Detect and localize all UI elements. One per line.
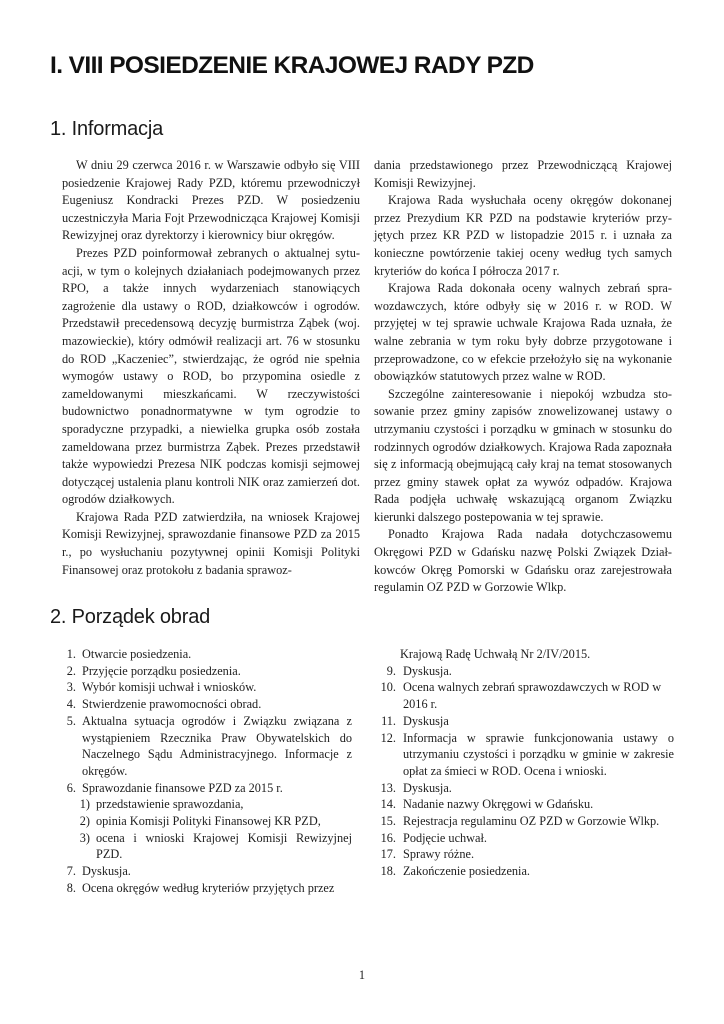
agenda-item-continuation: Krajową Radę Uchwałą Nr 2/IV/2015.	[400, 647, 591, 661]
agenda-item: 2. Przyjęcie porządku posiedzenia.	[66, 663, 241, 678]
agenda-subitem: 1) przedstawienie sprawozdania,	[79, 797, 244, 812]
agenda-item: 15. Rejestracja regulaminu OZ PZD w Gorzowie Wlkp.	[380, 814, 660, 829]
agenda-item: 12. Informacja w sprawie funkcjonowania ustawy o utrzymaniu czystości i porządku w gminie w zakresie opłat za śmieci w ROD. Ocena i wnioski.	[380, 730, 674, 778]
paragraph: Krajowa Rada wysłuchała oceny okręgów dokonanej przez Prezydium KR PZD na podstawie kryteriów przyjętych przez KR PZD w listopadzie 2015 r. i uznała za konieczne powtórzenie takiej oceny według tych samych kryteriów do końca I półrocza 2017 r.	[374, 193, 672, 278]
agenda-item: 1. Otwarcie posiedzenia.	[66, 647, 192, 661]
paragraph: W dniu 29 czerwca 2016 r. w Warszawie odbyło się VIII posiedzenie Krajowej Rady PZD, któremu przewodniczył Eugeniusz Kondracki Prezes PZD. W posiedzeniu uczestniczyła Maria Fojt Przewodnicząca Krajowej Komisji Rewizyjnej oraz dyrektorzy i kierownicy biur okręgów.	[62, 158, 360, 243]
agenda-item: 10. Ocena walnych zebrań sprawozdawczych w ROD w 2016 r.	[380, 680, 662, 712]
agenda-item: 17. Sprawy różne.	[380, 847, 475, 862]
agenda-item: 13. Dyskusja.	[380, 780, 452, 795]
agenda-item: 6. Sprawozdanie finansowe PZD za 2015 r.	[66, 780, 283, 795]
agenda-item: 5. Aktualna sytuacja ogrodów i Związku związana z wystąpieniem Rzecznika Praw Obywatelskich do Naczelnego Sądu Administracyjnego. Informacje z okręgów.	[66, 713, 352, 778]
paragraph: Prezes PZD poinformował zebranych o aktualnej sytuacji, w tym o kolejnych działaniach podejmowanych przez RPO, a także innych wydarzeniach stanowiących zagrożenie dla ustawy o ROD, działkowców i ogrodów. Przedstawił precedensową decyzję burmistrza Ząbek (woj. mazowieckie), który odmówił realizacji art. 76 w stosunku do ROD „Kaczeniec”, stwierdzając, że ogród nie spełnia wymogów ustawy o ROD, bo przypomina osiedle z zameldowanymi mieszkańcami. W rzeczywistości budownictwo ponadnormatywne w tym ogrodzie to sporadyczne przypadki, a niewielka grupka osób została zameldowana przez burmistrza Ząbek. Prezes przedstawił także wypowiedzi Prezesa NIK podczas komisji sejmowej dotyczącej ustalenia planu kontroli NIK oraz zamierzeń dot. ogrodów działkowych.	[62, 245, 360, 507]
agenda-item: 14. Nadanie nazwy Okręgowi w Gdańsku.	[380, 797, 594, 812]
agenda-subitem: 2) opinia Komisji Polityki Finansowej KR PZD,	[79, 814, 321, 829]
page-title: I. VIII POSIEDZENIE KRAJOWEJ RADY PZD	[50, 52, 534, 79]
agenda-item: 7. Dyskusja.	[66, 864, 131, 879]
agenda-item: 9. Dyskusja.	[386, 663, 452, 678]
paragraph: Krajowa Rada PZD zatwierdziła, na wniosek Krajowej Komisji Rewizyjnej, sprawozdanie finansowe PZD za 2015 r., po wysłuchaniu pozytywnej opinii Komisji Polityki Finansowej oraz protokołu z badania sprawoz-	[62, 509, 360, 577]
paragraph: Ponadto Krajowa Rada nadała dotychczasowemu Okręgowi PZD w Gdańsku nazwę Polski Związek Działkowców Okręg Pomorski w Gdańsku oraz zarejestrowała regulamin OZ PZD w Gorzowie Wlkp.	[374, 527, 672, 595]
agenda-list-left	[56, 646, 352, 897]
paragraph: Krajowa Rada dokonała oceny walnych zebrań sprawozdawczych, które odbyły się w 2016 r. w ROD. W przyjętej w tej sprawie uchwale Krajowa Rada uznała, że walne zebrania w tym roku były dobrze przygotowane i przeprowadzone, co w efekcie przełożyło się na wykonanie obowiązków statutowych przez walne w ROD.	[374, 281, 672, 384]
agenda-item: 3. Wybór komisji uchwał i wniosków.	[66, 680, 257, 695]
agenda-list-right	[376, 646, 674, 880]
informacja-right-column	[374, 157, 672, 597]
agenda-item: 4. Stwierdzenie prawomocności obrad.	[66, 697, 262, 712]
page-number: 1	[358, 968, 366, 982]
section-heading-informacja: 1. Informacja	[50, 118, 164, 140]
agenda-item: 8. Ocena okręgów według kryteriów przyjętych przez	[66, 880, 335, 895]
agenda-item: 11. Dyskusja	[381, 713, 449, 728]
section-heading-porzadek-obrad: 2. Porządek obrad	[50, 606, 211, 628]
agenda-item: 18. Zakończenie posiedzenia.	[380, 864, 531, 879]
paragraph: Szczególne zainteresowanie i niepokój wzbudza stosowanie przez gminy zapisów znowelizowanej ustawy o utrzymaniu czystości i porządku w gminach w stosunku do rodzinnych ogrodów działkowych. Krajowa Rada zapoznała się z informacją obejmującą cały kraj na temat stosowanych przez gminy stawek opłat za wywóz odpadów. Krajowa Rada podjęła uchwałę wskazującą organom Związku kierunki dalszego postepowania w tej sprawie.	[374, 386, 672, 524]
agenda-item: 16. Podjęcie uchwał.	[380, 830, 488, 845]
paragraph-continuation: dania przedstawionego przez Przewodniczącą Krajowej Komisji Rewizyjnej.	[374, 158, 672, 190]
agenda-subitem: 3) ocena i wnioski Krajowej Komisji Rewizyjnej PZD.	[79, 830, 352, 862]
informacja-left-column	[62, 157, 360, 579]
